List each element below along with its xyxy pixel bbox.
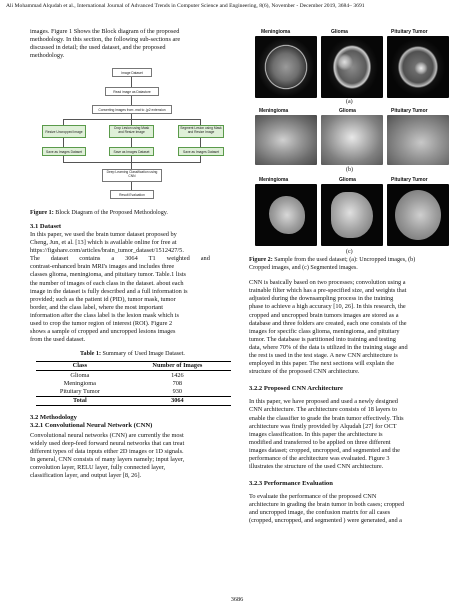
text-line: trainable filter which has a pre-specified size, and weights that — [249, 287, 407, 295]
diagram-arrow — [63, 162, 201, 163]
text-line: convolution layer, RELU layer, fully connected layer, — [30, 464, 166, 472]
table-cell: Glioma — [70, 371, 90, 379]
table-header-row — [36, 361, 231, 370]
running-header: Ali Mohammad Alqudah et al., International Journal of Advanced Trends in Computer Science and Engineering, 8(6), November - December 2019, 3684– 3691 — [6, 3, 365, 9]
table-cell: Pituitary Tumor — [59, 388, 100, 396]
figure-2b-sublabel: (b) — [346, 167, 353, 173]
diagram-arrow — [131, 162, 132, 169]
cnn-process-paragraph — [249, 279, 453, 376]
figure-2-caption-text: Sample from the used dataset; (a): Uncropped images, (b) — [272, 257, 416, 263]
text-line: the rest is used in the test stage. A new CNN architecture is — [249, 352, 398, 360]
page-number: 3686 — [230, 596, 244, 603]
table-cell: 3064 — [124, 396, 231, 405]
figure-2-caption — [249, 257, 453, 265]
text-line: images classification. In this paper the architecture is — [249, 430, 383, 438]
diagram-box-segment: Segment Lesion using Mask and Resize Image — [178, 125, 224, 138]
text-line: methodology. In this section, the following sub-sections are — [30, 36, 181, 44]
text-line: tumor. The database is partitioned into training and testing — [249, 335, 396, 343]
mri-segmented-pituitary — [387, 184, 449, 246]
text-line: widely used deep-feed forward neural networks that can treat — [30, 439, 185, 447]
table-cell: 708 — [172, 379, 183, 387]
table-total-row — [36, 396, 231, 405]
mri-segmented-glioma — [321, 184, 383, 246]
table-header-cell: Class — [36, 361, 124, 370]
text-line: contrast-enhanced brain MRI's images and includes three — [30, 263, 175, 271]
text-line: In this paper, we used the brain tumor dataset proposed by — [30, 230, 177, 238]
dataset-paragraph — [30, 231, 235, 344]
dataset-summary-table — [36, 361, 231, 406]
text-line: discussed in detail; the used dataset, and the proposed — [30, 44, 166, 52]
diagram-arrow — [131, 138, 132, 147]
table-cell: 1426 — [171, 371, 184, 379]
diagram-box-convert: Converting images from .mat to .jp2 extension — [92, 105, 172, 114]
table-cell: Total — [36, 396, 124, 405]
mri-uncropped-glioma — [321, 36, 383, 98]
text-line: image in the dataset is fully described and a full information is — [30, 287, 188, 295]
figure-2c-label: Meningioma — [259, 177, 289, 183]
text-line: cropped and uncropped brain tumors images are stored as a — [249, 311, 399, 319]
mri-uncropped-meningioma — [255, 36, 317, 98]
text-line: To evaluate the performance of the proposed CNN — [249, 493, 377, 501]
text-line: Convolutional neural networks (CNN) are currently the most — [30, 431, 184, 439]
diagram-box-save-2: Save as Images Dataset — [109, 147, 154, 156]
text-line: In general, CNN consists of many layers namely; input layer, — [30, 456, 185, 464]
text-line: enable the classifier to grade the brain tumor effectively. This — [249, 414, 404, 422]
text-line: and uncropped image, the confusion matrix for all cases — [249, 509, 391, 517]
figure-2a-label: Meningioma — [261, 29, 291, 35]
text-line: https://figshare.com/articles/brain_tumor_dataset/1512427/5. — [30, 247, 184, 255]
text-line: performance of the architecture was evaluated. Figure 3 — [249, 454, 390, 462]
text-line: architecture was firstly provided by Alqudah [27] for OCT — [249, 422, 397, 430]
text-line: provided; such as the patient id (PID), tumor mask, tumor — [30, 295, 176, 303]
table-1-caption-text: Summary of Used Image Dataset. — [101, 351, 185, 358]
diagram-arrow — [63, 119, 201, 120]
mri-uncropped-pituitary — [387, 36, 449, 98]
text-line: data, where 70% of the data is utilized in the training stage and — [249, 343, 408, 351]
mri-cropped-glioma — [321, 115, 383, 165]
left-column — [30, 28, 235, 480]
text-line: images for specific class glioma, meningioma, and pituitary — [249, 327, 400, 335]
text-line: classes glioma, meningioma, and pituitary tumor. Table.1 lists — [30, 271, 186, 279]
diagram-arrow — [200, 138, 201, 147]
text-line: The dataset contains a 3064 T1 weighted and — [30, 255, 210, 263]
table-row — [36, 387, 231, 396]
diagram-box-input: Image Dataset — [112, 68, 152, 77]
section-performance-heading: 3.2.3 Performance Evaluation — [249, 480, 333, 488]
figure-2c-label: Glioma — [339, 177, 356, 183]
figure-2b-label: Meningioma — [259, 108, 289, 114]
diagram-box-crop: Crop Lesion using Mask and Resize Image — [109, 125, 154, 138]
diagram-box-read: Read image as Datastore — [105, 87, 159, 96]
figure-2-caption-line: Cropped images, and (c) Segmented images. — [249, 264, 358, 271]
section-architecture-heading: 3.2.2 Proposed CNN Architecture — [249, 385, 343, 393]
table-1-caption — [30, 351, 235, 359]
mri-cropped-meningioma — [255, 115, 317, 165]
diagram-arrow — [131, 96, 132, 105]
diagram-arrow — [131, 77, 132, 87]
text-line: used to crop the tumor region of interest (ROI). Figure 2 — [30, 320, 173, 327]
text-line: architecture in grading the brain tumor in both cases; cropped — [249, 501, 405, 509]
section-methodology-heading: 3.2 Methodology — [30, 413, 77, 421]
diagram-box-result: Result Evaluation — [110, 190, 154, 199]
architecture-paragraph — [249, 398, 453, 471]
text-line: different types of data inputs either 2D images or 1D signals. — [30, 448, 184, 455]
diagram-box-save-1: Save as Images Dataset — [42, 147, 86, 156]
figure-1-label: Figure 1: — [30, 210, 54, 217]
figure-2 — [249, 28, 453, 260]
right-column-text — [249, 257, 453, 526]
text-line: methodology. — [30, 52, 65, 60]
diagram-box-save-3: Save as Images Dataset — [178, 147, 224, 156]
text-line: information after the class label is the lesion mask which is — [30, 311, 179, 319]
diagram-arrow — [131, 182, 132, 190]
section-dataset-heading: 3.1 Dataset — [30, 222, 62, 230]
text-line: classification layer, and output layer [8, 26]. — [30, 472, 142, 480]
text-line: In this paper, we have proposed and used a newly designed — [249, 398, 398, 406]
text-line: images. Figure 1 Shows the Block diagram of the proposed — [30, 28, 180, 35]
intro-paragraph — [30, 28, 235, 60]
diagram-arrow — [63, 138, 64, 147]
figure-2a-sublabel: (a) — [346, 99, 353, 105]
text-line: structure of the proposed CNN architecture. — [249, 368, 360, 376]
table-row — [36, 371, 231, 380]
mri-cropped-pituitary — [387, 115, 449, 165]
figure-2a-label: Pituitary Tumor — [391, 29, 428, 35]
mri-segmented-meningioma — [255, 184, 317, 246]
figure-2c-label: Pituitary Tumor — [391, 177, 428, 183]
text-line: employed in this paper. The next sections will explain the — [249, 360, 395, 368]
figure-2-label: Figure 2: — [249, 257, 273, 263]
table-cell: 930 — [172, 388, 183, 396]
text-line: border, and the class label, where the most important — [30, 303, 163, 311]
performance-paragraph — [249, 493, 453, 525]
text-line: illustrates the structure of the used CNN architecture. — [249, 463, 384, 471]
table-header-cell: Number of Images — [124, 361, 231, 370]
text-line: shows a sample of cropped and uncropped lesions images — [30, 328, 176, 336]
figure-1-caption-text: Block Diagram of the Proposed Methodology. — [53, 210, 168, 217]
text-line: images dataset; cropped, uncropped, and segmented and the — [249, 446, 400, 454]
text-line: (cropped, uncropped, and segmented ) were generated, and a — [249, 517, 402, 525]
diagram-box-cnn: Deep Learning Classification using CNN — [102, 169, 162, 182]
figure-2c-sublabel: (c) — [346, 249, 353, 255]
cnn-paragraph — [30, 432, 235, 481]
table-row — [36, 379, 231, 387]
text-line: Cheng, Jun, et al. [13] which is available online for free at — [30, 239, 177, 247]
figure-2b-label: Glioma — [339, 108, 356, 114]
figure-2b-label: Pituitary Tumor — [391, 108, 428, 114]
text-line: from the used dataset. — [30, 336, 86, 344]
block-diagram — [30, 66, 235, 239]
text-line: the number of images of each class in the dataset. about each — [30, 279, 184, 287]
table-1-label: Table 1: — [80, 351, 101, 358]
diagram-box-resize: Resize Uncropped Image — [42, 125, 86, 138]
text-line: modified and transferred to be applied on three different — [249, 438, 391, 446]
text-line: CNN architecture. The architecture consists of 18 layers to — [249, 406, 397, 414]
table-cell: Meningioma — [63, 379, 96, 387]
text-line: adjusted during the downsampling process in the training — [249, 295, 394, 303]
text-line: phase to achieve a high accuracy [10, 26]. In this research, the — [249, 303, 406, 311]
text-line: database and three folders are created, each one consists of the — [249, 319, 407, 327]
figure-2a-label: Glioma — [331, 29, 348, 35]
section-cnn-heading: 3.2.1 Convolutional Neural Network (CNN) — [30, 421, 153, 429]
text-line: CNN is basically based on two processes; convolution using a — [249, 279, 406, 287]
